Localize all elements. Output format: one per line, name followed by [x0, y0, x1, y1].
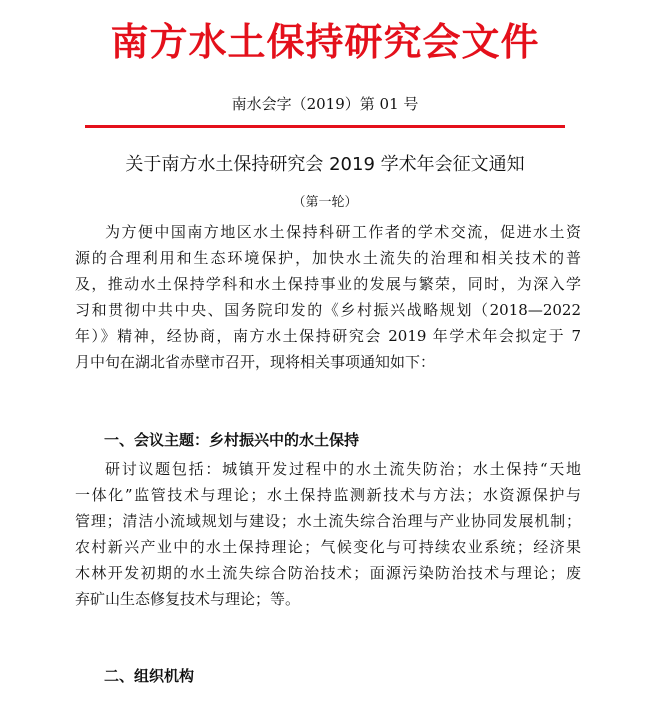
round-label: （第一轮）: [292, 195, 358, 210]
document-header-title: 南方水土保持研究会文件: [110, 20, 540, 64]
topics-line: 木林开发初期的水土流失综合防治技术；面源污染防治技术与理论；废: [75, 564, 581, 582]
topics-paragraph: [75, 456, 581, 612]
topics-line: 农村新兴产业中的水土保持理论；气候变化与可持续农业系统；经济果: [75, 538, 581, 556]
topics-line: 研讨议题包括：城镇开发过程中的水土流失防治；水土保持“天地: [105, 460, 581, 478]
topics-line: 一体化”监管技术与理论；水土保持监测新技术与方法；水资源保护与: [75, 486, 581, 504]
topics-line: 管理；清洁小流域规划与建设；水土流失综合治理与产业协同发展机制；: [75, 512, 581, 530]
section-1-heading: 一、会议主题：乡村振兴中的水土保持: [104, 431, 360, 449]
notice-title: 关于南方水土保持研究会 2019 学术年会征文通知: [125, 154, 525, 175]
intro-line: 习和贯彻中共中央、国务院印发的《乡村振兴战略规划（2018—2022: [75, 301, 581, 319]
red-divider-line: [85, 125, 565, 128]
intro-line: 为方便中国南方地区水土保持科研工作者的学术交流，促进水土资: [105, 223, 581, 241]
intro-paragraph: [75, 219, 581, 375]
topics-line: 弃矿山生态修复技术与理论；等。: [75, 590, 301, 608]
section-2-heading: 二、组织机构: [104, 667, 195, 685]
intro-line: 及，推动水土保持学科和水土保持事业的发展与繁荣，同时，为深入学: [75, 275, 581, 293]
intro-line: 源的合理利用和生态环境保护，加快水土流失的治理和相关技术的普: [75, 249, 581, 267]
intro-line: 年）》精神，经协商，南方水土保持研究会 2019 年学术年会拟定于 7: [75, 327, 581, 345]
document-number: 南水会字（2019）第 01 号: [231, 95, 419, 113]
intro-line: 月中旬在湖北省赤壁市召开，现将相关事项通知如下：: [75, 353, 436, 371]
